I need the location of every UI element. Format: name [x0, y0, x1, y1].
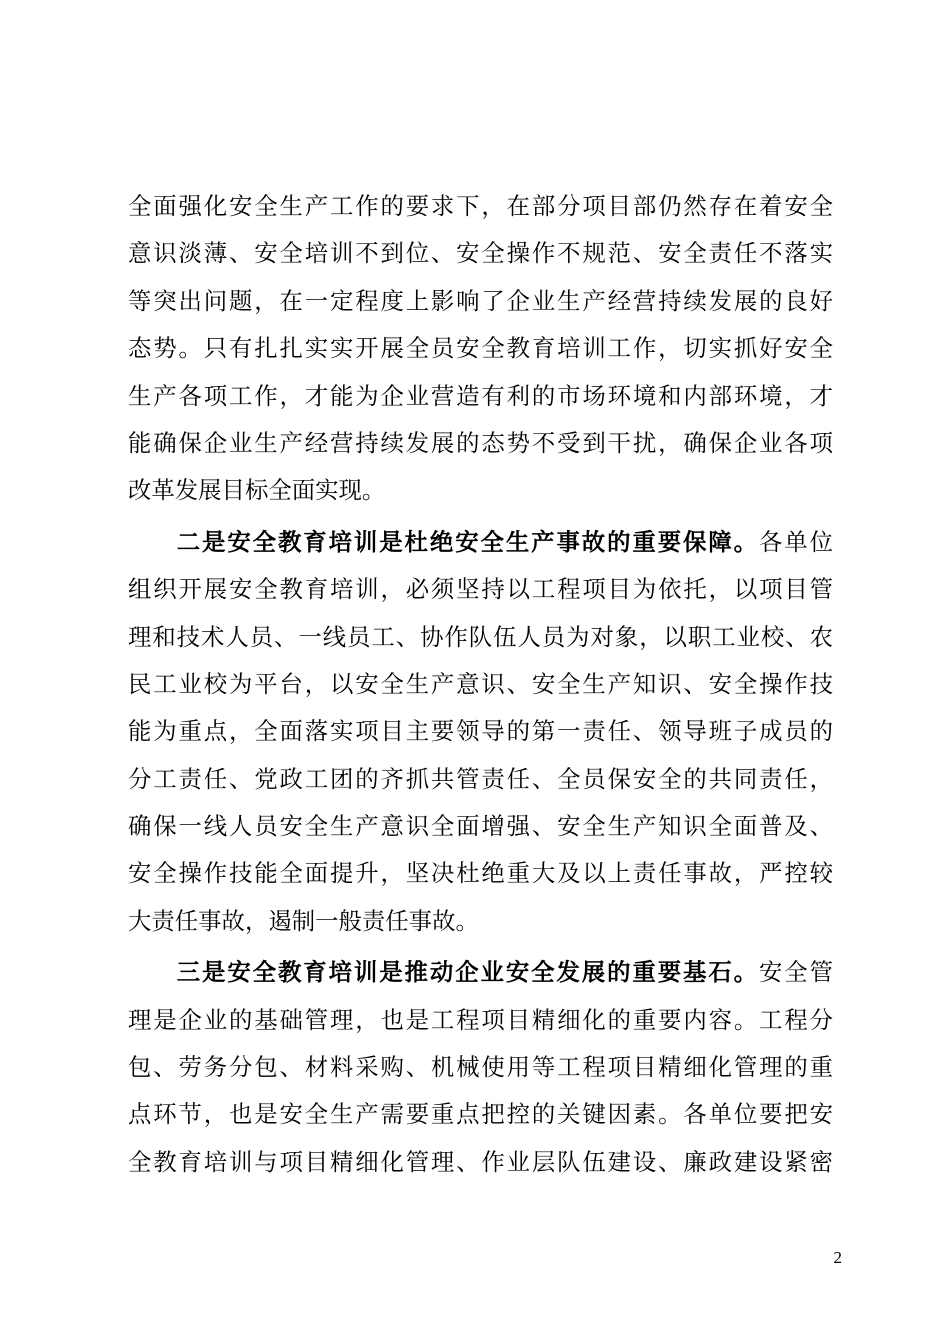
text-line: 分工责任、党政工团的齐抓共管责任、全员保安全的共同责任， — [128, 764, 833, 793]
text-line: 理是企业的基础管理，也是工程项目精细化的重要内容。工程分 — [128, 1005, 833, 1034]
text-line: 民工业校为平台，以安全生产意识、安全生产知识、安全操作技 — [128, 669, 833, 698]
paragraph-heading: 三是安全教育培训是推动企业安全发展的重要基石。 — [174, 958, 759, 987]
text-line: 包、劳务分包、材料采购、机械使用等工程项目精细化管理的重 — [128, 1053, 833, 1082]
paragraph-first-line — [128, 949, 833, 996]
paragraph-first-line — [128, 519, 833, 566]
text-line: 全面强化安全生产工作的要求下，在部分项目部仍然存在着安全 — [128, 192, 833, 220]
text-line: 意识淡薄、安全培训不到位、安全操作不规范、安全责任不落实 — [128, 239, 833, 268]
paragraph-3 — [128, 949, 833, 1186]
text-line: 组织开展安全教育培训，必须坚持以工程项目为依托，以项目管 — [128, 575, 833, 604]
paragraph-2 — [128, 519, 833, 946]
paragraph-heading-continuation: 安全管 — [758, 958, 834, 987]
text-line: 确保一线人员安全生产意识全面增强、安全生产知识全面普及、 — [128, 812, 833, 841]
paragraph-1 — [128, 183, 833, 515]
text-line: 全教育培训与项目精细化管理、作业层队伍建设、廉政建设紧密 — [128, 1147, 833, 1176]
text-line: 等突出问题，在一定程度上影响了企业生产经营持续发展的良好 — [128, 286, 833, 315]
text-line: 理和技术人员、一线员工、协作队伍人员为对象，以职工业校、农 — [128, 622, 833, 651]
body-text — [128, 183, 833, 1186]
text-line: 能确保企业生产经营持续发展的态势不受到干扰，确保企业各项 — [128, 428, 833, 457]
text-line: 态势。只有扎扎实实开展全员安全教育培训工作，切实抓好安全 — [128, 334, 833, 363]
text-line: 生产各项工作，才能为企业营造有利的市场环境和内部环境，才 — [128, 381, 833, 410]
text-line: 安全操作技能全面提升，坚决杜绝重大及以上责任事故，严控较 — [128, 859, 833, 888]
page-number: 2 — [833, 1248, 842, 1267]
text-line: 点环节，也是安全生产需要重点把控的关键因素。各单位要把安 — [128, 1100, 833, 1129]
paragraph-heading-continuation: 各单位 — [758, 527, 834, 556]
text-line: 改革发展目标全面实现。 — [128, 476, 386, 505]
text-line: 能为重点，全面落实项目主要领导的第一责任、领导班子成员的 — [128, 717, 833, 746]
text-line: 大责任事故，遏制一般责任事故。 — [128, 906, 479, 935]
paragraph-heading: 二是安全教育培训是杜绝安全生产事故的重要保障。 — [174, 527, 759, 556]
